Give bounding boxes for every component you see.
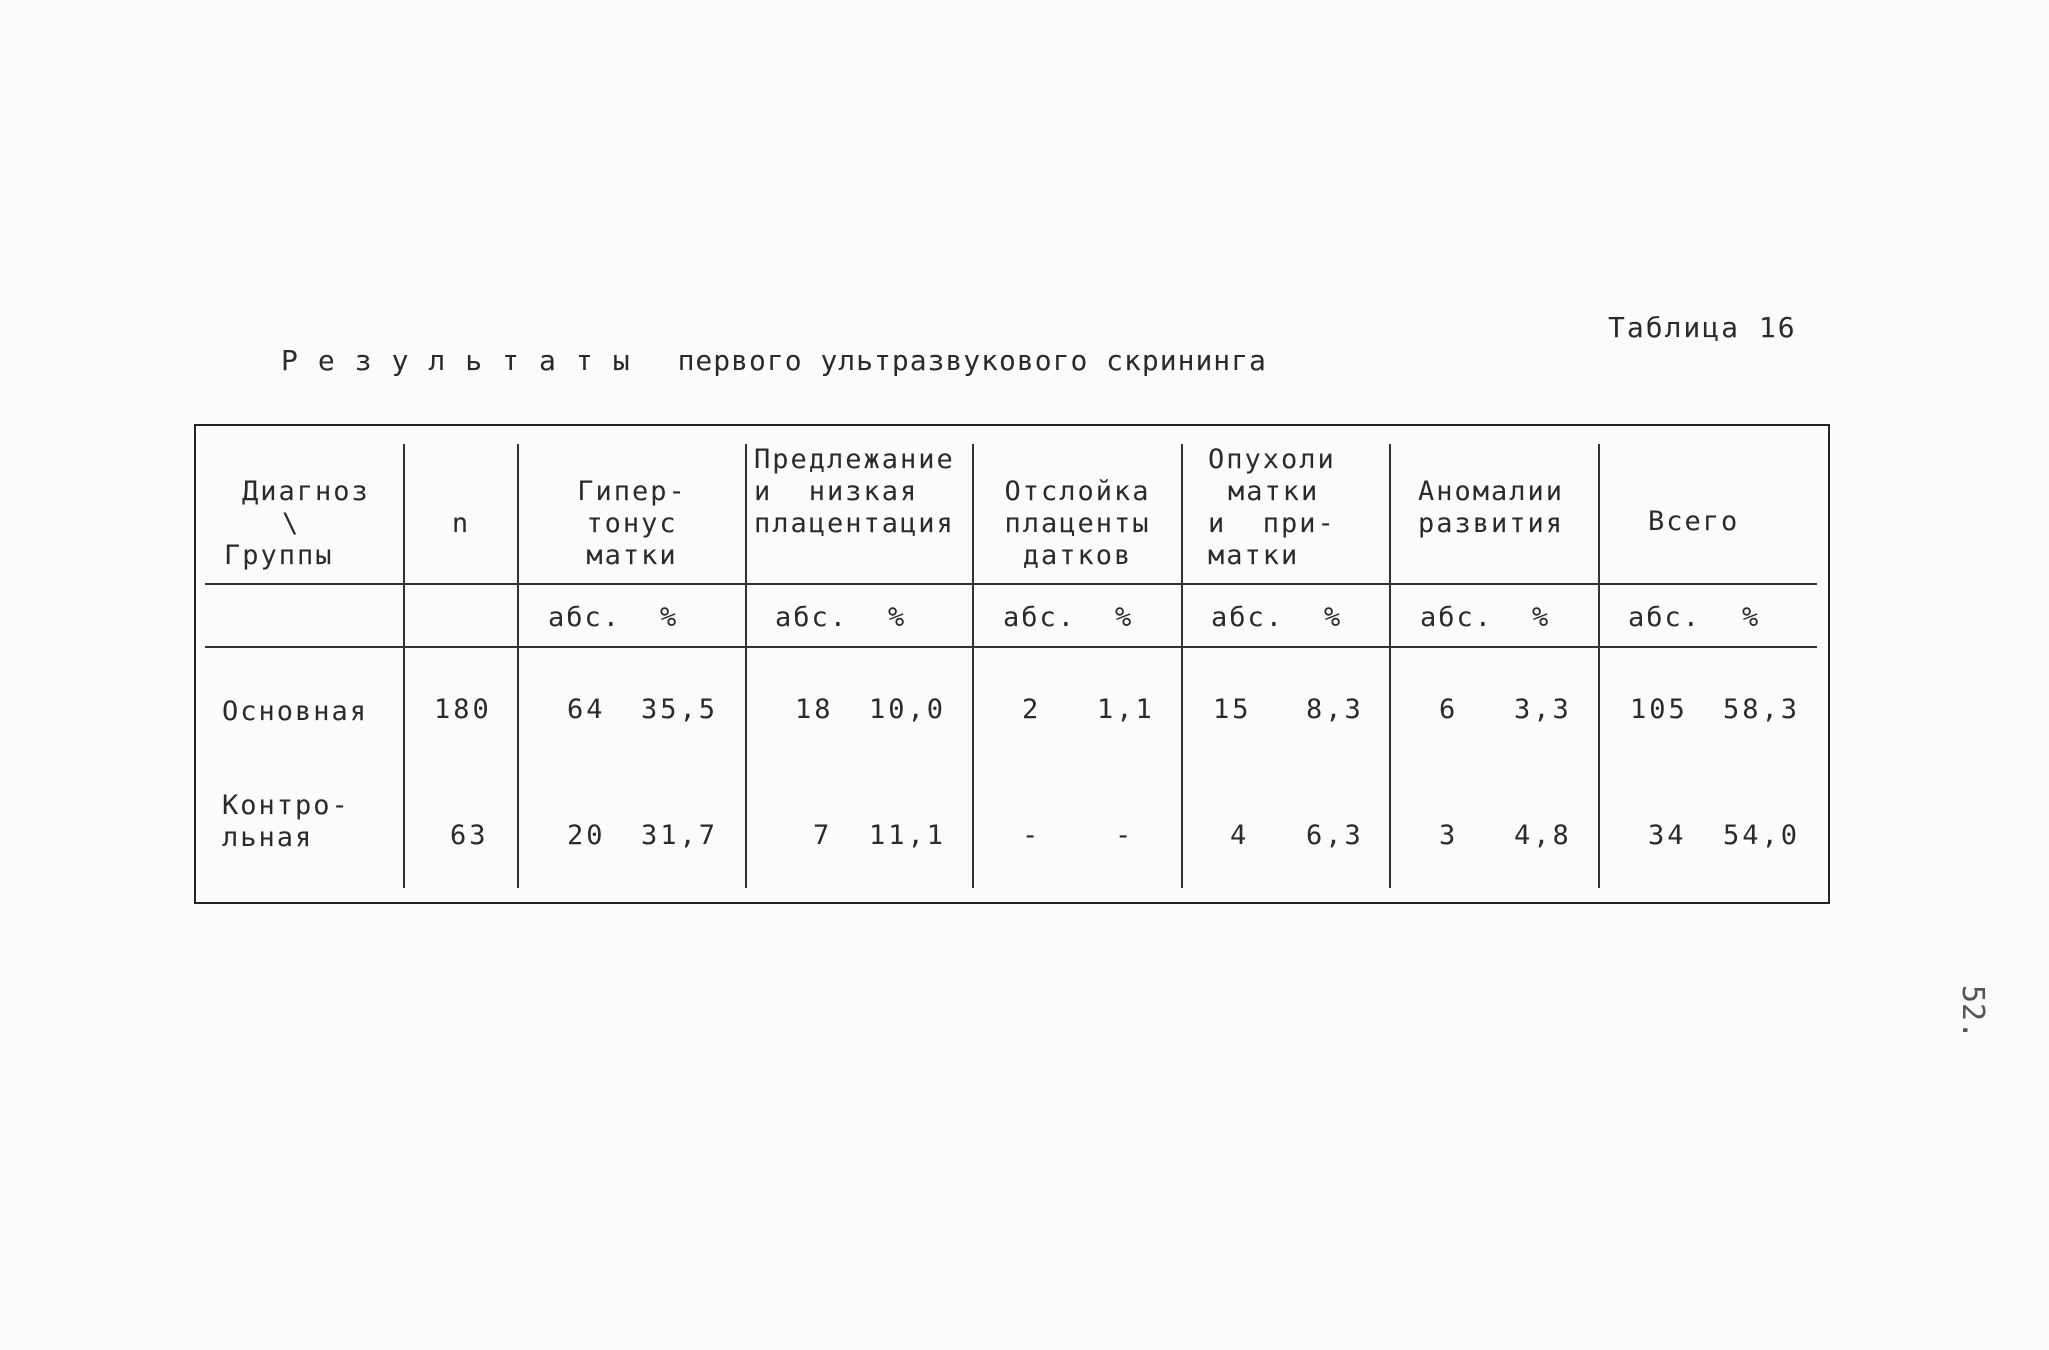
- sub-abs: абс.: [1420, 602, 1494, 633]
- header-line: тонус: [586, 508, 678, 539]
- header-diagnosis: [224, 476, 370, 572]
- col-divider: [1389, 444, 1391, 888]
- sub-pct: %: [1532, 602, 1551, 633]
- title-spaced-word: Результаты: [281, 344, 650, 377]
- cell-abs: 4: [1230, 820, 1250, 851]
- title-rest: первого ультразвукового скрининга: [677, 344, 1267, 377]
- sub-pct: %: [888, 602, 907, 633]
- col-divider: [1181, 444, 1183, 888]
- table-title: [281, 344, 1267, 377]
- header-hypertonus: [519, 476, 745, 572]
- row-n: 63: [450, 820, 489, 851]
- header-line: плаценты: [1004, 508, 1151, 539]
- row-group-label: [222, 790, 350, 854]
- sub-abs: абс.: [1211, 602, 1285, 633]
- header-tumors: [1208, 444, 1336, 572]
- cell-abs: 20: [567, 820, 606, 851]
- sub-pct: %: [1742, 602, 1761, 633]
- cell-pct: 35,5: [641, 694, 719, 725]
- header-n: n: [451, 508, 471, 539]
- row-group-label: Основная: [222, 696, 369, 727]
- cell-pct: 31,7: [641, 820, 719, 851]
- page-number: 52.: [1955, 985, 1990, 1040]
- sub-abs: абс.: [1003, 602, 1077, 633]
- cell-abs: 105: [1630, 694, 1688, 725]
- cell-abs: 34: [1648, 820, 1687, 851]
- sub-pct: %: [1324, 602, 1343, 633]
- cell-abs: 18: [795, 694, 834, 725]
- header-line: матки: [586, 540, 678, 571]
- cell-abs: 6: [1439, 694, 1459, 725]
- subheader-rule: [205, 646, 1817, 648]
- header-line: Предлежание: [754, 444, 955, 475]
- header-total: Всего: [1648, 506, 1740, 537]
- header-groups-line: Группы: [224, 540, 334, 571]
- cell-abs: 3: [1439, 820, 1459, 851]
- cell-pct: 8,3: [1306, 694, 1364, 725]
- group-label-line: Контро-: [222, 790, 350, 821]
- cell-pct: 58,3: [1723, 694, 1801, 725]
- cell-pct: 54,0: [1723, 820, 1801, 851]
- cell-pct: 10,0: [869, 694, 947, 725]
- header-line: датков: [1022, 540, 1133, 571]
- header-abruption: [974, 476, 1181, 572]
- row-n: 180: [434, 694, 492, 725]
- cell-abs: 2: [1022, 694, 1042, 725]
- cell-abs: 15: [1213, 694, 1252, 725]
- col-divider: [1598, 444, 1600, 888]
- cell-pct: 1,1: [1097, 694, 1155, 725]
- header-line: Гипер-: [577, 476, 687, 507]
- header-line: матки: [1208, 540, 1300, 571]
- cell-abs: 64: [567, 694, 606, 725]
- cell-pct: -: [1115, 820, 1135, 851]
- header-line: Аномалии: [1418, 476, 1565, 507]
- header-line: и при-: [1208, 508, 1336, 539]
- cell-pct: 4,8: [1514, 820, 1572, 851]
- header-anomalies: [1418, 476, 1564, 540]
- cell-abs: -: [1022, 820, 1042, 851]
- header-line: Опухоли: [1208, 444, 1336, 475]
- sub-pct: %: [660, 602, 679, 633]
- header-line: и низкая: [754, 476, 919, 507]
- header-line: развития: [1418, 508, 1565, 539]
- header-line: матки: [1228, 476, 1320, 507]
- sub-abs: абс.: [775, 602, 849, 633]
- cell-pct: 6,3: [1306, 820, 1364, 851]
- cell-pct: 11,1: [869, 820, 947, 851]
- cell-pct: 3,3: [1514, 694, 1572, 725]
- header-line: Отслойка: [1004, 476, 1151, 507]
- header-line: плацентация: [754, 508, 955, 539]
- header-backslash: \: [282, 508, 301, 539]
- sub-pct: %: [1115, 602, 1134, 633]
- header-rule: [205, 583, 1817, 585]
- table-label: Таблица 16: [1608, 311, 1797, 344]
- sub-abs: абс.: [548, 602, 622, 633]
- header-diagnosis-line: Диагноз: [242, 476, 370, 507]
- sub-abs: абс.: [1628, 602, 1702, 633]
- col-divider: [745, 444, 747, 888]
- cell-abs: 7: [813, 820, 833, 851]
- header-placenta-previa: [754, 444, 955, 540]
- group-label-line: льная: [222, 822, 314, 853]
